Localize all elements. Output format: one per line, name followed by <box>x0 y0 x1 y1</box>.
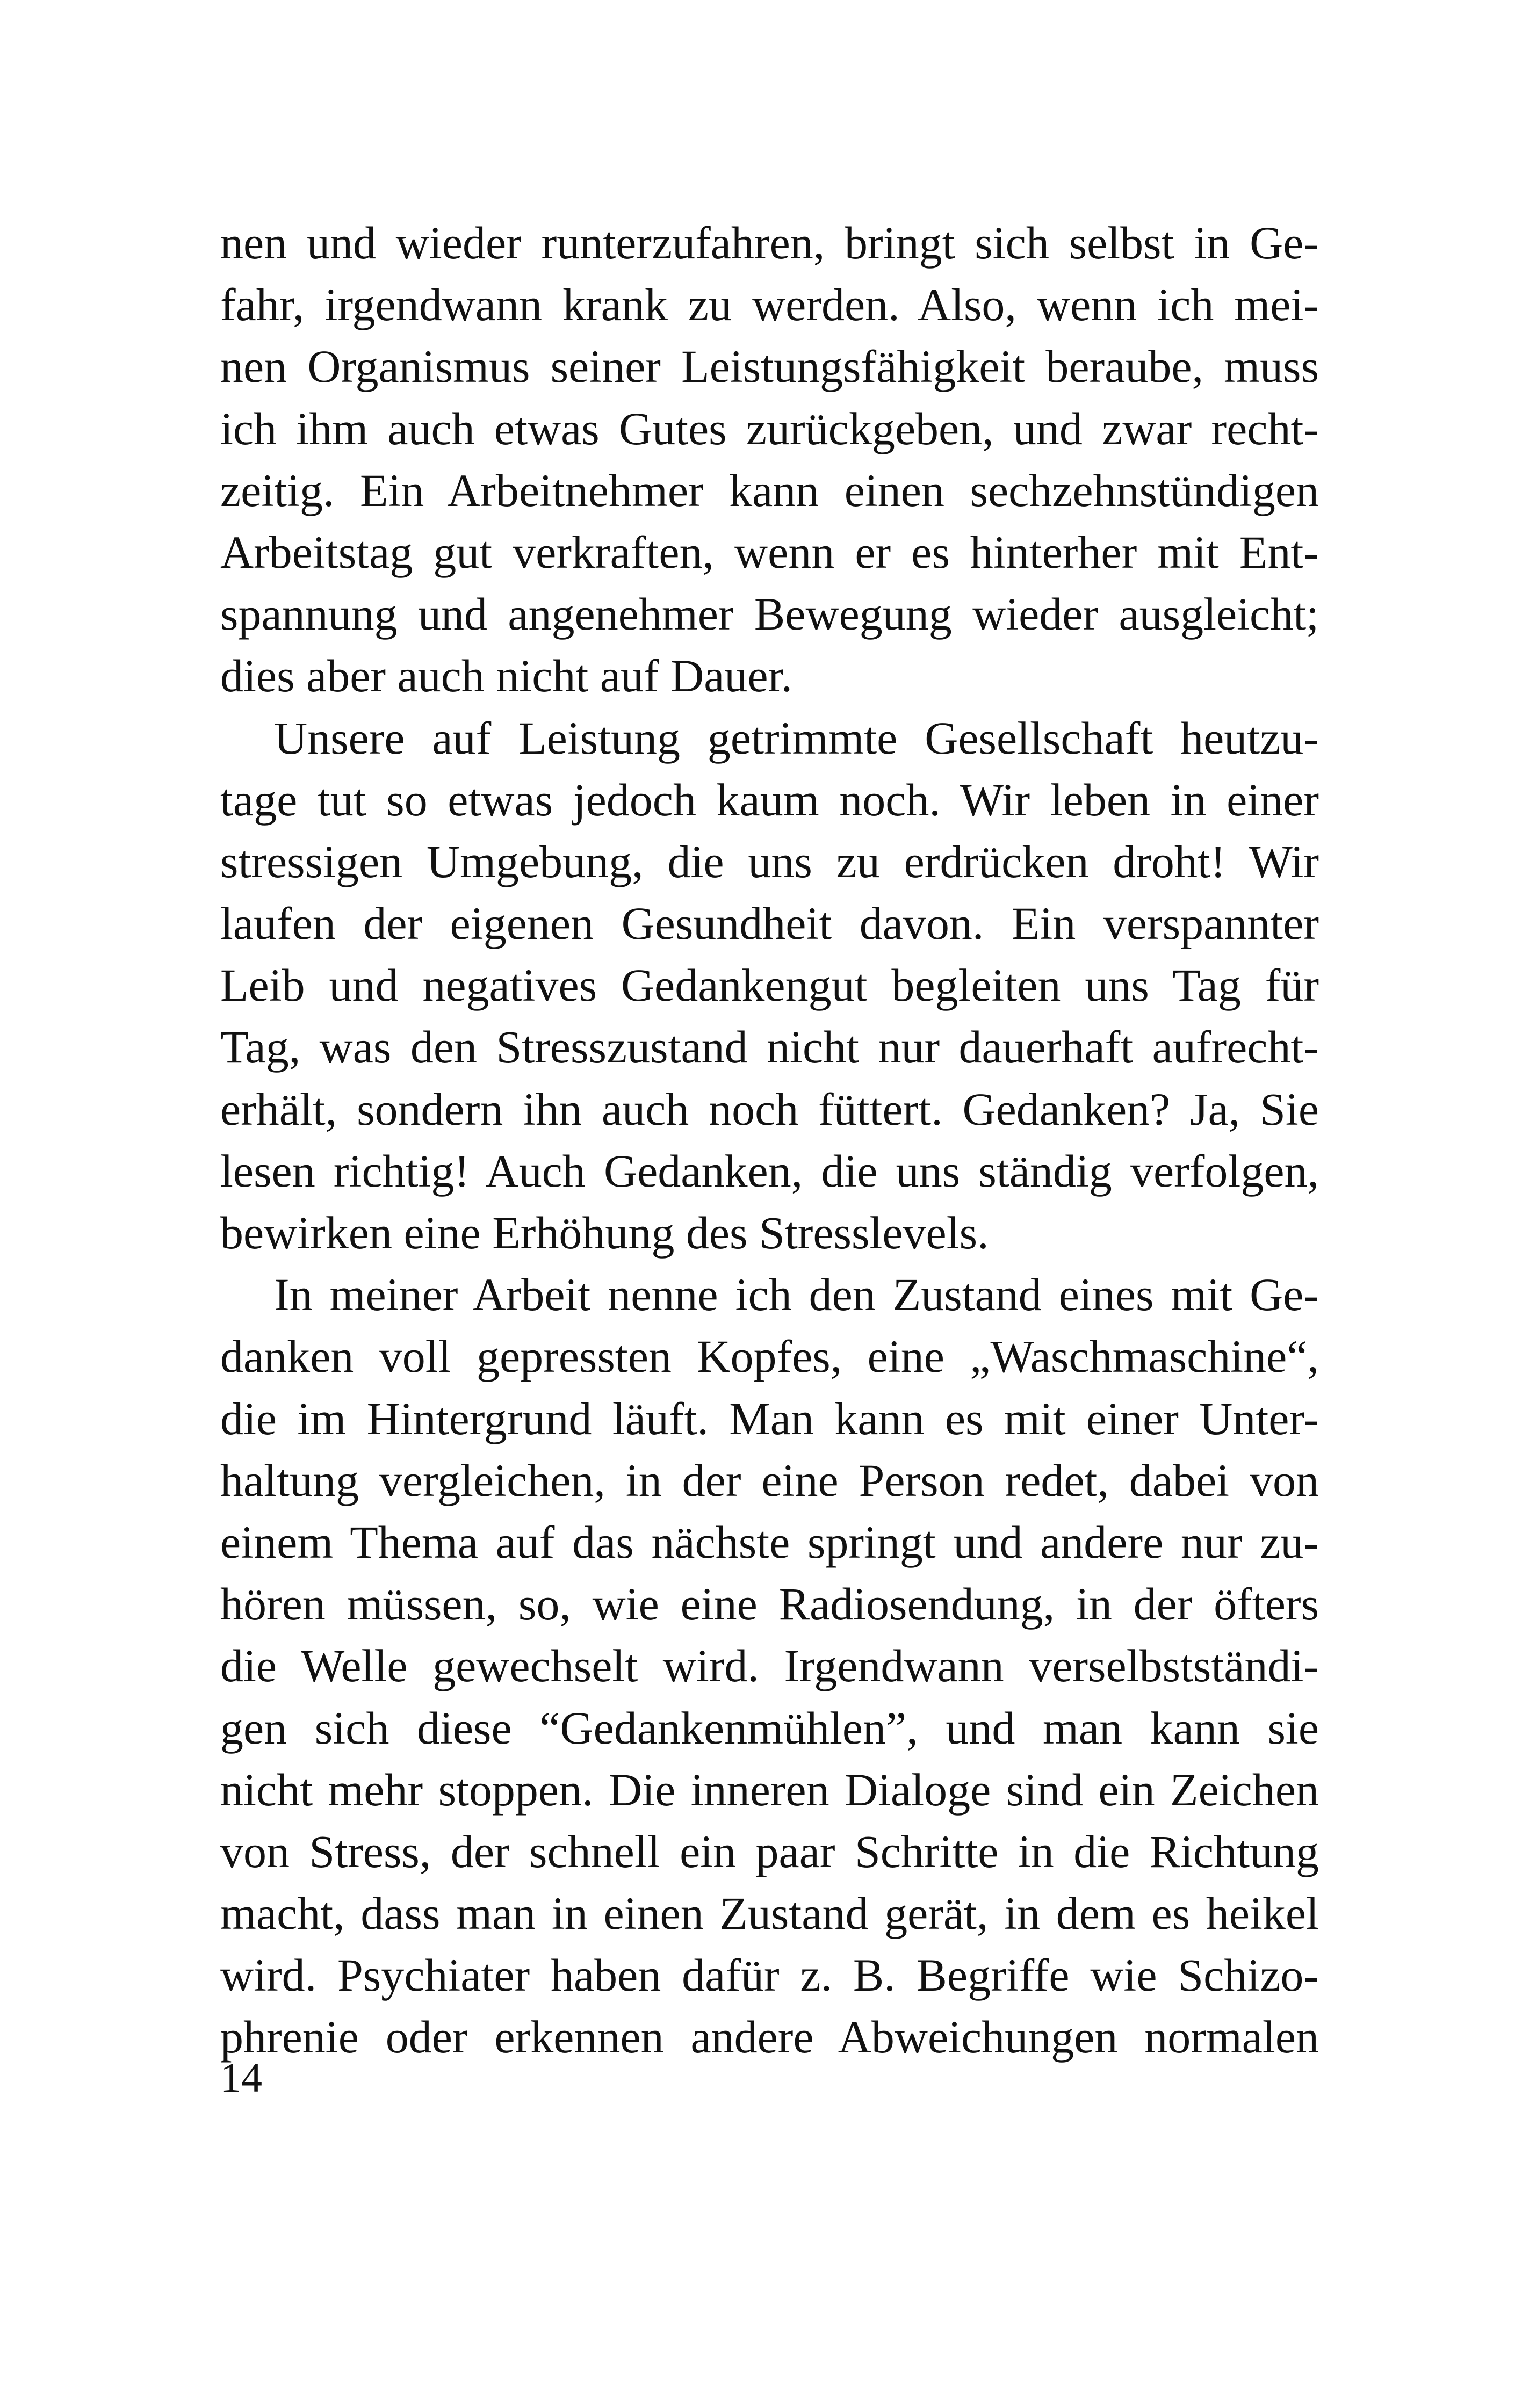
text-line: Arbeitstag gut verkraften, wenn er es hinterher mit Ent- <box>220 526 1319 578</box>
text-line: einem Thema auf das nächste springt und andere nur zu- <box>220 1516 1319 1568</box>
body-text <box>220 212 1319 2069</box>
paragraph-1 <box>220 212 1319 707</box>
text-line: die im Hintergrund läuft. Man kann es mit einer Unter- <box>220 1392 1319 1444</box>
text-line: Unsere auf Leistung getrimmte Gesellschaft heutzu- <box>274 712 1319 764</box>
text-line: haltung vergleichen, in der eine Person redet, dabei von <box>220 1454 1319 1506</box>
text-line: laufen der eigenen Gesundheit davon. Ein verspannter <box>220 898 1319 950</box>
text-line: In meiner Arbeit nenne ich den Zustand eines mit Ge- <box>274 1269 1319 1321</box>
text-line: Tag, was den Stresszustand nicht nur dauerhaft aufrecht- <box>220 1021 1319 1073</box>
text-line: hören müssen, so, wie eine Radiosendung, in der öfters <box>220 1578 1319 1630</box>
text-line: erhält, sondern ihn auch noch füttert. Gedanken? Ja, Sie <box>220 1083 1319 1135</box>
text-line: macht, dass man in einen Zustand gerät, in dem es heikel <box>220 1888 1319 1940</box>
text-line: spannung und angenehmer Bewegung wieder ausgleicht; <box>220 588 1319 640</box>
text-line: die Welle gewechselt wird. Irgendwann verselbstständi- <box>220 1640 1319 1692</box>
text-line: bewirken eine Erhöhung des Stresslevels. <box>220 1207 989 1259</box>
text-line: danken voll gepressten Kopfes, eine „Waschmaschine“, <box>220 1330 1319 1383</box>
text-line: nicht mehr stoppen. Die inneren Dialoge sind ein Zeichen <box>220 1763 1319 1816</box>
page-number: 14 <box>220 2054 262 2101</box>
text-line: ich ihm auch etwas Gutes zurückgeben, und zwar recht- <box>220 402 1319 454</box>
paragraph-3 <box>220 1264 1319 2068</box>
text-line: Leib und negatives Gedankengut begleiten uns Tag für <box>220 959 1319 1011</box>
text-line: stressigen Umgebung, die uns zu erdrücken droht! Wir <box>220 835 1319 887</box>
text-line: fahr, irgendwann krank zu werden. Also, wenn ich mei- <box>220 279 1319 331</box>
text-line: lesen richtig! Auch Gedanken, die uns ständig verfolgen, <box>220 1145 1319 1197</box>
paragraph-2 <box>220 707 1319 1264</box>
text-line: nen Organismus seiner Leistungsfähigkeit beraube, muss <box>220 341 1319 393</box>
text-line: phrenie oder erkennen andere Abweichungen normalen <box>220 2011 1319 2063</box>
text-line: wird. Psychiater haben dafür z. B. Begriffe wie Schizo- <box>220 1949 1319 2001</box>
text-line: von Stress, der schnell ein paar Schritte in die Richtung <box>220 1825 1319 1877</box>
text-line: gen sich diese “Gedankenmühlen”, und man kann sie <box>220 1702 1319 1754</box>
text-line: nen und wieder runterzufahren, bringt sich selbst in Ge- <box>220 217 1319 269</box>
text-line: dies aber auch nicht auf Dauer. <box>220 650 792 702</box>
text-line: zeitig. Ein Arbeitnehmer kann einen sechzehnstündigen <box>220 464 1319 516</box>
text-line: tage tut so etwas jedoch kaum noch. Wir leben in einer <box>220 773 1319 826</box>
